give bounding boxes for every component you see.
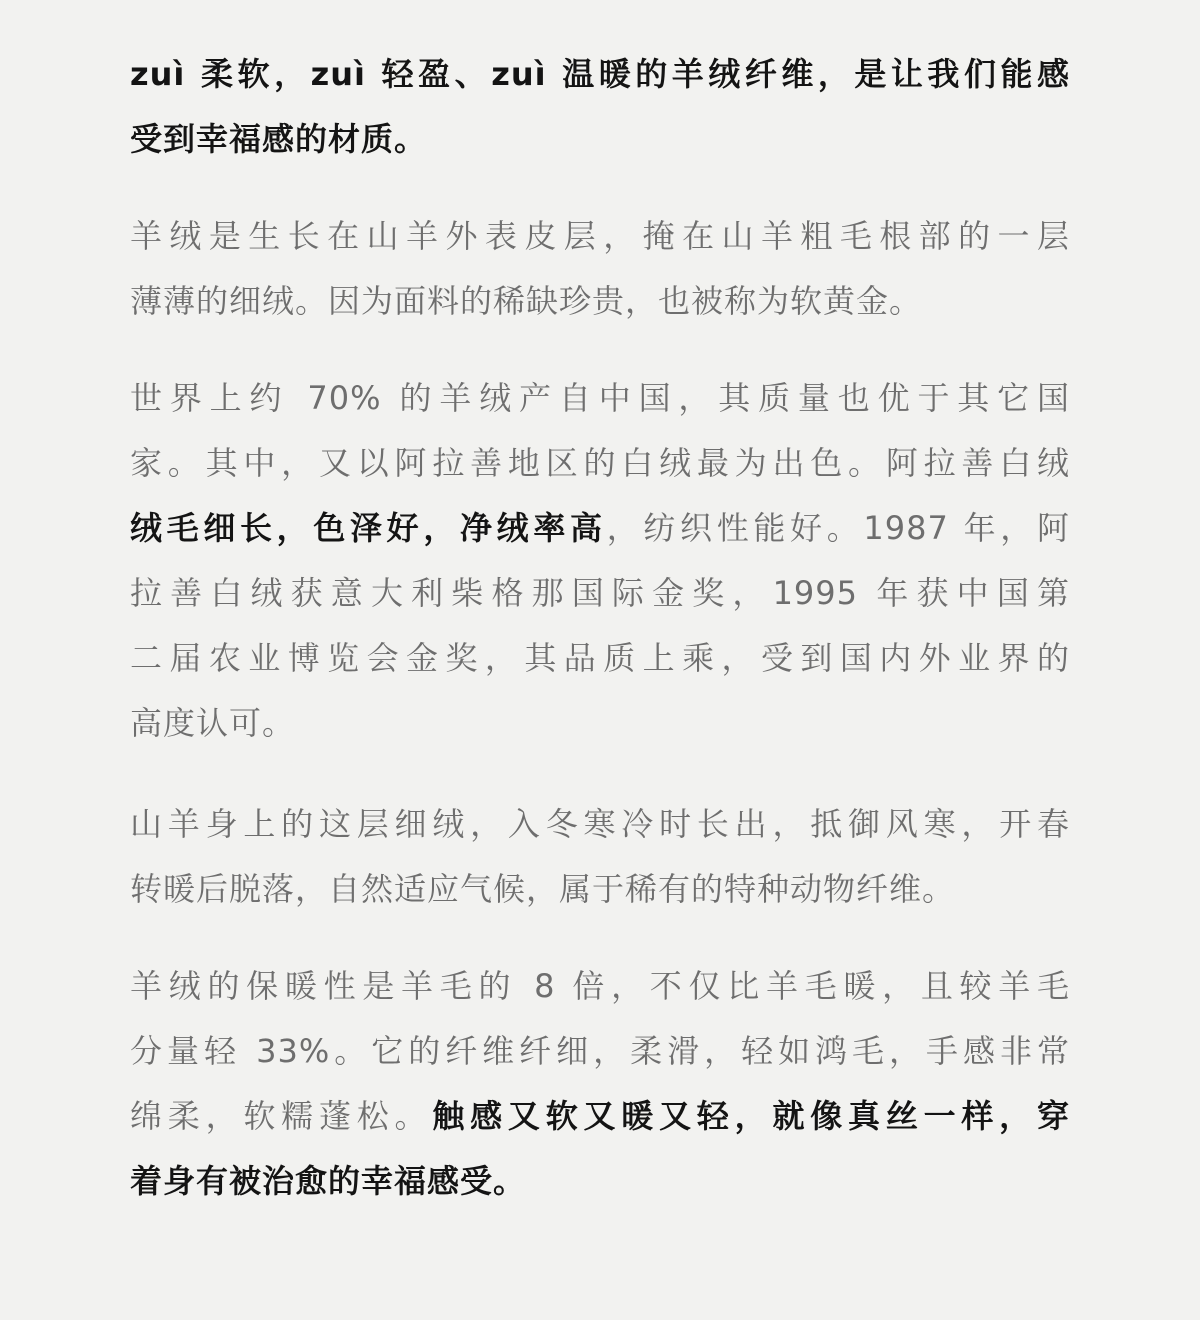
paragraph-line: 家。其中，又以阿拉善地区的白绒最为出色。阿拉善白绒 — [130, 444, 1070, 482]
intro-line-2: 受到幸福感的材质。 — [130, 120, 428, 158]
paragraph-line: 世界上约 70% 的羊绒产自中国，其质量也优于其它国 — [130, 379, 1070, 417]
paragraph-line: 拉善白绒获意大利柴格那国际金奖，1995 年获中国第 — [130, 574, 1070, 612]
paragraph-line: 薄薄的细绒。因为面料的稀缺珍贵，也被称为软黄金。 — [130, 282, 923, 320]
paragraph-line: 羊绒的保暖性是羊毛的 8 倍，不仅比羊毛暖，且较羊毛 — [130, 967, 1070, 1005]
highlight-text: 绒毛细长，色泽好，净绒率高 — [130, 509, 607, 547]
paragraph-alxa-origin — [130, 366, 1070, 756]
paragraph-line: 分量轻 33%。它的纤维纤细，柔滑，轻如鸿毛，手感非常 — [130, 1032, 1070, 1070]
paragraph-line: 羊绒是生长在山羊外表皮层，掩在山羊粗毛根部的一层 — [130, 217, 1070, 255]
paragraph-line: 高度认可。 — [130, 704, 296, 742]
paragraph-line: 转暖后脱落，自然适应气候，属于稀有的特种动物纤维。 — [130, 870, 956, 908]
paragraph-line: 二届农业博览会金奖，其品质上乘，受到国内外业界的 — [130, 639, 1070, 677]
highlight-line: 着身有被治愈的幸福感受。 — [130, 1162, 527, 1200]
paragraph-winter-growth — [130, 792, 1070, 922]
paragraph-text: 绵柔，软糯蓬松。 — [130, 1097, 433, 1135]
paragraph-warmth — [130, 954, 1070, 1214]
intro-paragraph — [130, 42, 1070, 172]
paragraph-line: 山羊身上的这层细绒，入冬寒冷时长出，抵御风寒，开春 — [130, 805, 1070, 843]
highlight-text: 触感又软又暖又轻，就像真丝一样，穿 — [432, 1097, 1070, 1135]
paragraph-text: ，纺织性能好。1987 年，阿 — [606, 509, 1070, 547]
paragraph-line-mixed — [130, 496, 1070, 561]
paragraph-cashmere-definition — [130, 204, 1070, 334]
intro-line-1: zuì 柔软，zuì 轻盈、zuì 温暖的羊绒纤维，是让我们能感 — [130, 55, 1070, 93]
paragraph-line-mixed — [130, 1084, 1070, 1149]
